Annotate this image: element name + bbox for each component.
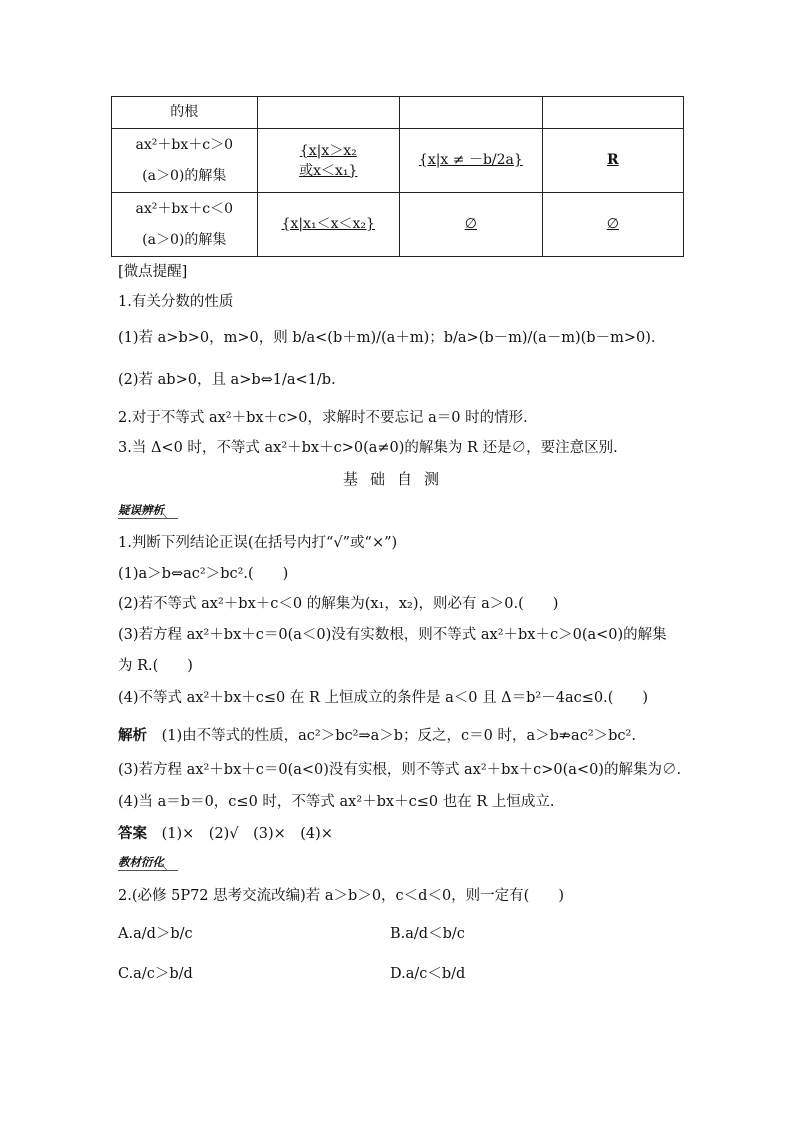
q2-option-b: B.a/d＜b/c [390, 926, 465, 942]
table-row [112, 193, 684, 257]
tips-item1-1: (1)若 a>b>0，m>0，则 b/a<(b＋m)/(a＋m)；b/a>(b－m)/(a－m)(b－m>0). [118, 330, 656, 346]
cell-text: {x|x ≠ －b/2a} [418, 152, 523, 168]
row-label-less [112, 193, 258, 257]
q1-answer [118, 824, 333, 844]
cell-text: ∅ [464, 216, 477, 232]
q1-statement-3a: (3)若方程 ax²＋bx＋c＝0(a＜0)没有实数根，则不等式 ax²＋bx＋c＞0(a<0)的解集 [118, 627, 667, 643]
row-label-line: (a＞0)的解集 [142, 231, 227, 248]
row-label-greater [112, 129, 258, 193]
tag-error-analysis: 疑误辨析 [118, 502, 178, 519]
q1-statement-4: (4)不等式 ax²＋bx＋c≤0 在 R 上恒成立的条件是 a＜0 且 Δ＝b²－4ac≤0.( ) [118, 690, 649, 706]
solution-set-two-roots-lt [257, 193, 399, 257]
table-cell [542, 97, 683, 129]
solution-set-no-root-gt [542, 129, 683, 193]
section-title: 基础自测 [342, 470, 451, 488]
solution-set-table [111, 96, 684, 257]
tips-item1-2: (2)若 ab>0，且 a>b⇔1/a<1/b. [118, 372, 336, 388]
q1-statement-3b: 为 R.( ) [118, 658, 193, 674]
q2-option-d: D.a/c＜b/d [390, 966, 466, 982]
tag-textbook-derivation: 教材衍化 [118, 854, 178, 871]
answer-text: (1)× (2)√ (3)× (4)× [161, 826, 333, 842]
row-label-line: ax²＋bx＋c＜0 [135, 200, 233, 217]
q1-explanation-3: (4)当 a＝b＝0，c≤0 时，不等式 ax²＋bx＋c≤0 也在 R 上恒成立. [118, 794, 555, 810]
row-label-line: ax²＋bx＋c＞0 [135, 136, 233, 153]
solution-set-two-roots-gt [257, 129, 399, 193]
cell-line: 或x＜x₁} [299, 162, 358, 179]
tips-item3: 3.当 Δ<0 时，不等式 ax²＋bx＋c>0(a≠0)的解集为 R 还是∅，要注意区别. [118, 440, 618, 456]
cell-line: {x|x＞x₂ [299, 142, 357, 159]
solution-set-double-root-lt [400, 193, 543, 257]
cell-text: R [607, 152, 619, 168]
answer-label: 答案 [118, 825, 147, 842]
tips-item2: 2.对于不等式 ax²＋bx＋c>0，求解时不要忘记 a＝0 时的情形. [118, 410, 528, 426]
q2-stem: 2.(必修 5P72 思考交流改编)若 a＞b＞0，c＜d＜0，则一定有( ) [118, 888, 565, 904]
tips-header: [微点提醒] [118, 264, 188, 280]
explanation-label: 解析 [118, 727, 147, 744]
q1-explanation-1 [118, 726, 636, 746]
q2-option-c: C.a/c＞b/d [118, 966, 193, 982]
table-cell [257, 97, 399, 129]
q1-statement-1: (1)a＞b⇔ac²＞bc².( ) [118, 566, 289, 582]
q1-explanation-2: (3)若方程 ax²＋bx＋c＝0(a<0)没有实根，则不等式 ax²＋bx＋c>0(a<0)的解集为∅. [118, 762, 682, 778]
cell-text: ∅ [606, 216, 619, 232]
row-label-roots: 的根 [112, 97, 258, 129]
table-row [112, 97, 684, 129]
solution-set-no-root-lt [542, 193, 683, 257]
q2-option-a: A.a/d＞b/c [118, 926, 193, 942]
solution-set-double-root-gt [400, 129, 543, 193]
table-row [112, 129, 684, 193]
explanation-text: (1)由不等式的性质，ac²＞bc²⇒a＞b；反之，c＝0 时，a＞b⇏ac²＞bc². [161, 728, 636, 744]
q1-statement-2: (2)若不等式 ax²＋bx＋c＜0 的解集为(x₁，x₂)，则必有 a＞0.( ) [118, 596, 559, 612]
tips-item1-title: 1.有关分数的性质 [118, 294, 234, 310]
q1-stem: 1.判断下列结论正误(在括号内打“√”或“×”) [118, 535, 398, 551]
table-cell [400, 97, 543, 129]
row-label-line: (a＞0)的解集 [142, 167, 227, 184]
cell-text: {x|x₁＜x＜x₂} [281, 216, 375, 232]
